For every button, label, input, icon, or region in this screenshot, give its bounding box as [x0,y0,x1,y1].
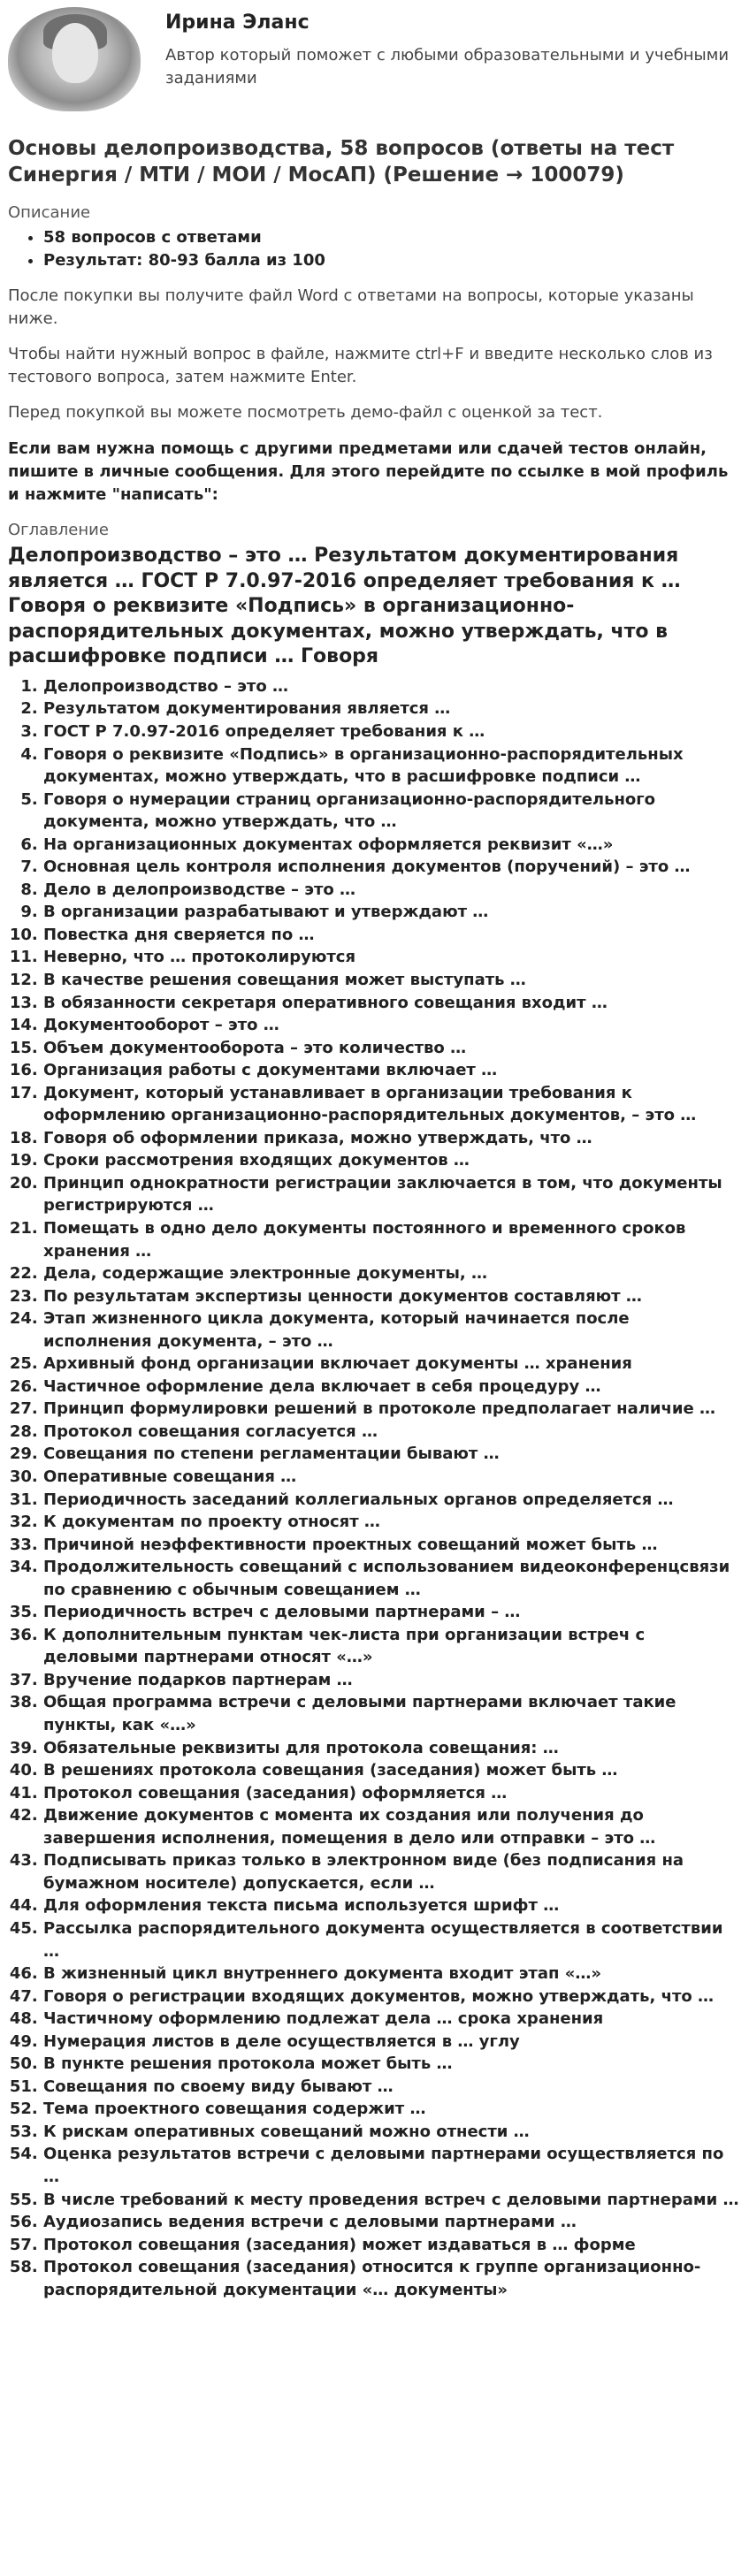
fact-item: • Результат: 80-93 балла из 100 [43,249,741,272]
question-item: 35. Периодичность встреч с деловыми партнерами – … [43,1601,741,1624]
question-item: 15. Объем документооборота – это количество … [43,1037,741,1060]
question-item: 49. Нумерация листов в деле осуществляется в … углу [43,2031,741,2054]
question-item: 58. Протокол совещания (заседания) относится к группе организационно-распорядительной документации «… документы» [43,2256,741,2301]
description-label: Описание [8,202,91,222]
author-avatar[interactable] [8,7,141,111]
question-item: 14. Документооборот – это … [43,1014,741,1037]
question-item: 2. Результатом документирования является … [43,697,741,720]
question-item: 3. ГОСТ Р 7.0.97-2016 определяет требования к … [43,720,741,743]
question-item: 33. Причиной неэффективности проектных совещаний может быть … [43,1534,741,1557]
question-item: 42. Движение документов с момента их создания или получения до завершения исполнения, помещения в дело или отправки – это … [43,1804,741,1849]
question-item: 53. К рискам оперативных совещаний можно отнести … [43,2121,741,2144]
avatar-face [52,23,98,83]
author-info [165,7,741,90]
toc-heading: Делопроизводство – это … Результатом документирования является … ГОСТ Р 7.0.97-2016 определяет требования к … Говоря о реквизите «Подпись» в организационно-распорядительных документах, можно утверждать, что в расшифровке подписи … Говоря [8,544,681,668]
question-item: 26. Частичное оформление дела включает в себя процедуру … [43,1376,741,1399]
author-card[interactable] [8,7,741,122]
question-item: 54. Оценка результатов встречи с деловыми партнерами осуществляется по … [43,2143,741,2188]
question-item: 17. Документ, который устанавливает в организации требования к оформлению организационно-распорядительных документов, – это … [43,1082,741,1127]
question-item: 57. Протокол совещания (заседания) может издаваться в … форме [43,2234,741,2257]
question-item: 1. Делопроизводство – это … [43,675,741,698]
question-item: 50. В пункте решения протокола может быть … [43,2053,741,2076]
question-item: 28. Протокол совещания согласуется … [43,1421,741,1444]
question-item: 55. В числе требований к месту проведения встреч с деловыми партнерами … [43,2189,741,2212]
questions-list [8,675,741,2301]
question-item: 9. В организации разрабатывают и утверждают … [43,901,741,924]
question-item: 22. Дела, содержащие электронные документы, … [43,1262,741,1285]
question-item: 38. Общая программа встречи с деловыми партнерами включает такие пункты, как «…» [43,1691,741,1736]
question-item: 29. Совещания по степени регламентации бывают … [43,1443,741,1466]
question-item: 39. Обязательные реквизиты для протокола совещания: … [43,1737,741,1760]
question-item: 46. В жизненный цикл внутреннего документа входит этап «…» [43,1962,741,1985]
question-item: 32. К документам по проекту относят … [43,1511,741,1534]
question-item: 31. Периодичность заседаний коллегиальных органов определяется … [43,1489,741,1512]
question-item: 40. В решениях протокола совещания (заседания) может быть … [43,1759,741,1782]
question-item: 27. Принцип формулировки решений в протоколе предполагает наличие … [43,1398,741,1421]
question-item: 12. В качестве решения совещания может выступать … [43,969,741,992]
facts-list [8,226,741,272]
question-item: 11. Неверно, что … протоколируются [43,946,741,969]
author-name[interactable]: Ирина Эланс [165,11,310,34]
question-item: 4. Говоря о реквизите «Подпись» в организационно-распорядительных документах, можно утверждать, что в расшифровке подписи … [43,743,741,789]
question-item: 25. Архивный фонд организации включает документы … хранения [43,1353,741,1376]
question-item: 56. Аудиозапись ведения встречи с деловыми партнерами … [43,2211,741,2234]
contact-note: Если вам нужна помощь с другими предметами или сдачей тестов онлайн, пишите в личные сообщения. Для этого перейдите по ссылке в мой профиль и нажмите "написать": [8,438,729,504]
question-item: 47. Говоря о регистрации входящих документов, можно утверждать, что … [43,1985,741,2008]
question-item: 36. К дополнительным пунктам чек-листа при организации встреч с деловыми партнерами относят «…» [43,1624,741,1669]
question-item: 16. Организация работы с документами включает … [43,1059,741,1082]
question-item: 44. Для оформления текста письма используется шрифт … [43,1894,741,1917]
question-item: 52. Тема проектного совещания содержит … [43,2098,741,2121]
question-item: 30. Оперативные совещания … [43,1466,741,1489]
demo-note: Перед покупкой вы можете посмотреть демо-файл с оценкой за тест. [8,403,603,423]
question-item: 8. Дело в делопроизводстве – это … [43,879,741,902]
question-item: 41. Протокол совещания (заседания) оформляется … [43,1782,741,1805]
question-item: 23. По результатам экспертизы ценности документов составляют … [43,1285,741,1308]
question-item: 20. Принцип однократности регистрации заключается в том, что документы регистрируются … [43,1172,741,1217]
toc-label: Оглавление [8,520,109,539]
question-item: 7. Основная цель контроля исполнения документов (поручений) – это … [43,856,741,879]
question-item: 10. Повестка дня сверяется по … [43,924,741,947]
question-item: 37. Вручение подарков партнерам … [43,1669,741,1692]
question-item: 5. Говоря о нумерации страниц организационно-распорядительного документа, можно утверждать, что … [43,789,741,834]
question-item: 19. Сроки рассмотрения входящих документов … [43,1149,741,1172]
question-item: 18. Говоря об оформлении приказа, можно утверждать, что … [43,1127,741,1150]
author-description: Автор который поможет с любыми образовательными и учебными заданиями [165,45,730,88]
page-title: Основы делопроизводства, 58 вопросов (ответы на тест Синергия / МТИ / МОИ / МосАП) (Решение → 100079) [8,137,675,187]
question-item: 6. На организационных документах оформляется реквизит «…» [43,834,741,857]
question-item: 45. Рассылка распорядительного документа осуществляется в соответствии … [43,1917,741,1962]
question-item: 34. Продолжительность совещаний с использованием видеоконференцсвязи по сравнению с обычным совещанием … [43,1556,741,1601]
question-item: 24. Этап жизненного цикла документа, который начинается после исполнения документа, – это … [43,1307,741,1353]
purchase-note: После покупки вы получите файл Word с ответами на вопросы, которые указаны ниже. [8,286,694,329]
fact-item: • 58 вопросов с ответами [43,226,741,249]
question-item: 51. Совещания по своему виду бывают … [43,2076,741,2099]
question-item: 43. Подписывать приказ только в электронном виде (без подписания на бумажном носителе) допускается, если … [43,1849,741,1894]
question-item: 21. Помещать в одно дело документы постоянного и временного сроков хранения … [43,1217,741,1262]
search-hint: Чтобы найти нужный вопрос в файле, нажмите ctrl+F и введите несколько слов из тестового вопроса, затем нажмите Enter. [8,345,713,387]
question-item: 13. В обязанности секретаря оперативного совещания входит … [43,992,741,1015]
question-item: 48. Частичному оформлению подлежат дела … срока хранения [43,2008,741,2031]
